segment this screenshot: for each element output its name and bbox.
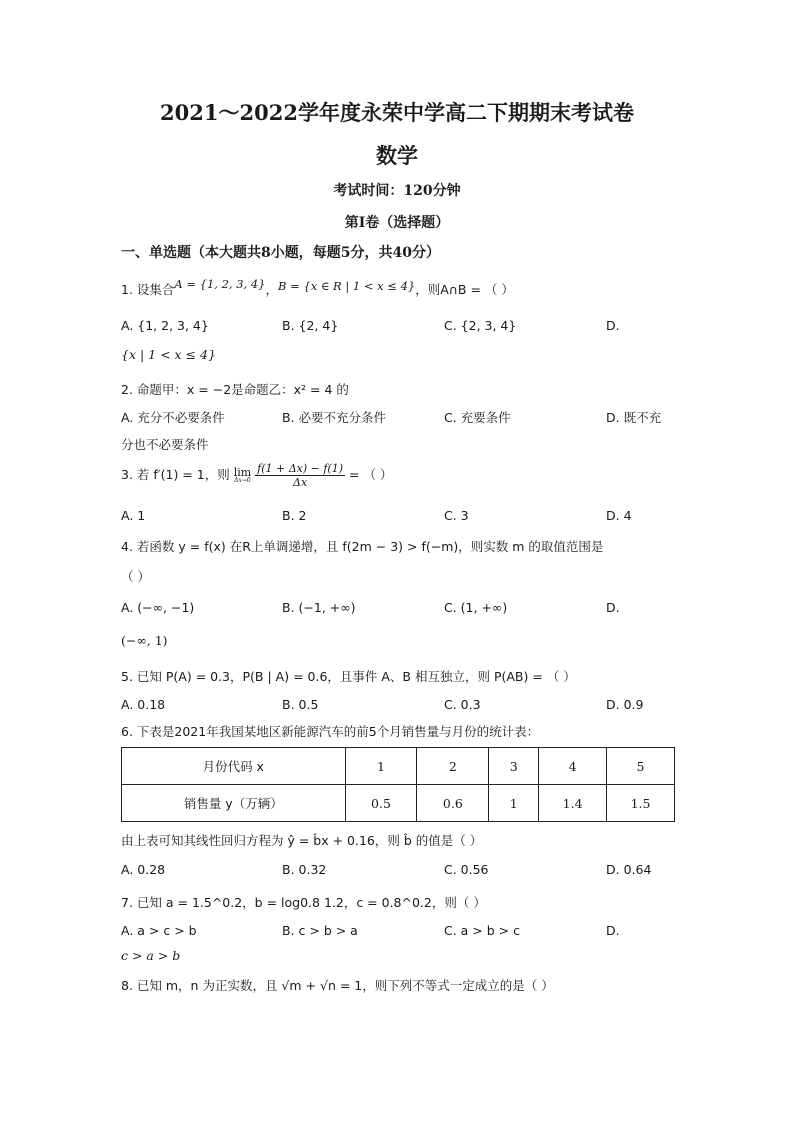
question-4: 4. 若函数 y = f(x) 在R上单调递增，且 f(2m − 3) > f(−m)，则实数 m 的取值范围是 bbox=[121, 539, 604, 554]
question-2-option-a: A. 充分不必要条件 bbox=[121, 410, 225, 425]
exam-time: 考试时间：120分钟 bbox=[333, 183, 461, 199]
table-row bbox=[122, 748, 675, 785]
question-1-option-d-content: {x | 1 < x ≤ 4} bbox=[121, 347, 216, 362]
question-2-option-b: B. 必要不充分条件 bbox=[282, 410, 387, 425]
question-5-option-a: A. 0.18 bbox=[121, 697, 166, 712]
table-cell: 4 bbox=[539, 748, 607, 785]
question-3-option-d: D. 4 bbox=[606, 508, 632, 523]
question-1 bbox=[121, 277, 514, 298]
question-2-option-d-content: 分也不必要条件 bbox=[121, 437, 209, 452]
question-5-option-c: C. 0.3 bbox=[444, 697, 481, 712]
question-8: 8. 已知 m，n 为正实数，且 √m + √n = 1，则下列不等式一定成立的是（ ） bbox=[121, 978, 554, 993]
table-cell: 1.5 bbox=[607, 785, 675, 822]
question-2-option-c: C. 充要条件 bbox=[444, 410, 511, 425]
question-1-comma: ， bbox=[265, 282, 279, 297]
question-4-option-a: A. (−∞, −1) bbox=[121, 600, 195, 615]
question-4-option-d: D. bbox=[606, 600, 620, 615]
question-5: 5. 已知 P(A) = 0.3，P(B | A) = 0.6，且事件 A、B 相互独立，则 P(AB) = （ ） bbox=[121, 669, 576, 684]
question-3-option-b: B. 2 bbox=[282, 508, 307, 523]
question-6-option-c: C. 0.56 bbox=[444, 862, 489, 877]
table-cell: 1 bbox=[345, 748, 417, 785]
question-6: 6. 下表是2021年我国某地区新能源汽车的前5个月销售量与月份的统计表： bbox=[121, 724, 540, 739]
question-6-option-a: A. 0.28 bbox=[121, 862, 166, 877]
table-row bbox=[122, 785, 675, 822]
question-5-option-d: D. 0.9 bbox=[606, 697, 644, 712]
question-3-stem-pre: 3. 若 f′(1) = 1，则 bbox=[121, 467, 230, 482]
table-cell: 0.6 bbox=[417, 785, 489, 822]
question-1-stem-pre: 1. 设集合 bbox=[121, 282, 175, 297]
question-1-set-b: B = {x ∈ R | 1 < x ≤ 4} bbox=[278, 279, 416, 293]
fraction-denominator: Δx bbox=[293, 476, 308, 489]
subject-title: 数学 bbox=[376, 143, 418, 168]
question-3-option-a: A. 1 bbox=[121, 508, 146, 523]
question-2: 2. 命题甲：x = −2是命题乙：x² = 4 的 bbox=[121, 382, 349, 397]
question-1-set-a: A = {1, 2, 3, 4} bbox=[174, 277, 266, 291]
limit-fraction bbox=[255, 462, 345, 489]
table-cell: 1 bbox=[489, 785, 539, 822]
table-cell: 2 bbox=[417, 748, 489, 785]
question-7-option-d-content: c > a > b bbox=[121, 948, 181, 963]
question-4-option-c: C. (1, +∞) bbox=[444, 600, 508, 615]
question-6-option-b: B. 0.32 bbox=[282, 862, 327, 877]
question-1-option-d: D. bbox=[606, 318, 620, 333]
statistics-table bbox=[121, 747, 675, 822]
question-1-option-c: C. {2, 3, 4} bbox=[444, 318, 517, 333]
limit-subscript: Δx→0 bbox=[234, 477, 251, 484]
question-4-option-b: B. (−1, +∞) bbox=[282, 600, 356, 615]
limit-label: lim bbox=[233, 466, 252, 479]
question-5-option-b: B. 0.5 bbox=[282, 697, 319, 712]
volume-title: 第I卷（选择题） bbox=[344, 215, 450, 231]
fraction-numerator: f(1 + Δx) − f(1) bbox=[257, 462, 344, 475]
question-4-option-d-content: (−∞, 1) bbox=[121, 633, 168, 648]
limit-symbol bbox=[234, 467, 251, 484]
question-2-option-d: D. 既不充 bbox=[606, 410, 662, 425]
question-3 bbox=[121, 462, 392, 489]
question-7-option-d: D. bbox=[606, 923, 620, 938]
table-header-month: 月份代码 x bbox=[122, 748, 346, 785]
question-7-option-c: C. a > b > c bbox=[444, 923, 520, 938]
table-cell: 1.4 bbox=[539, 785, 607, 822]
question-3-stem-post: = （ ） bbox=[349, 467, 393, 482]
table-cell: 3 bbox=[489, 748, 539, 785]
question-3-option-c: C. 3 bbox=[444, 508, 469, 523]
question-6-option-d: D. 0.64 bbox=[606, 862, 652, 877]
question-1-stem-post: ，则A∩B = （ ） bbox=[415, 282, 514, 297]
question-4-paren: （ ） bbox=[121, 569, 150, 584]
question-7-option-a: A. a > c > b bbox=[121, 923, 197, 938]
section-heading: 一、单选题（本大题共8小题，每题5分，共40分） bbox=[121, 245, 440, 261]
question-1-option-b: B. {2, 4} bbox=[282, 318, 339, 333]
question-7: 7. 已知 a = 1.5^0.2，b = log0.8 1.2，c = 0.8^0.2，则（ ） bbox=[121, 895, 486, 910]
question-6-regression: 由上表可知其线性回归方程为 ŷ = b̂x + 0.16，则 b̂ 的值是（ ） bbox=[121, 833, 483, 848]
table-cell: 0.5 bbox=[345, 785, 417, 822]
exam-title: 2021～2022学年度永荣中学高二下期期末考试卷 bbox=[160, 100, 634, 125]
question-7-option-b: B. c > b > a bbox=[282, 923, 358, 938]
table-header-sales: 销售量 y（万辆） bbox=[122, 785, 346, 822]
question-1-option-a: A. {1, 2, 3, 4} bbox=[121, 318, 209, 333]
table-cell: 5 bbox=[607, 748, 675, 785]
